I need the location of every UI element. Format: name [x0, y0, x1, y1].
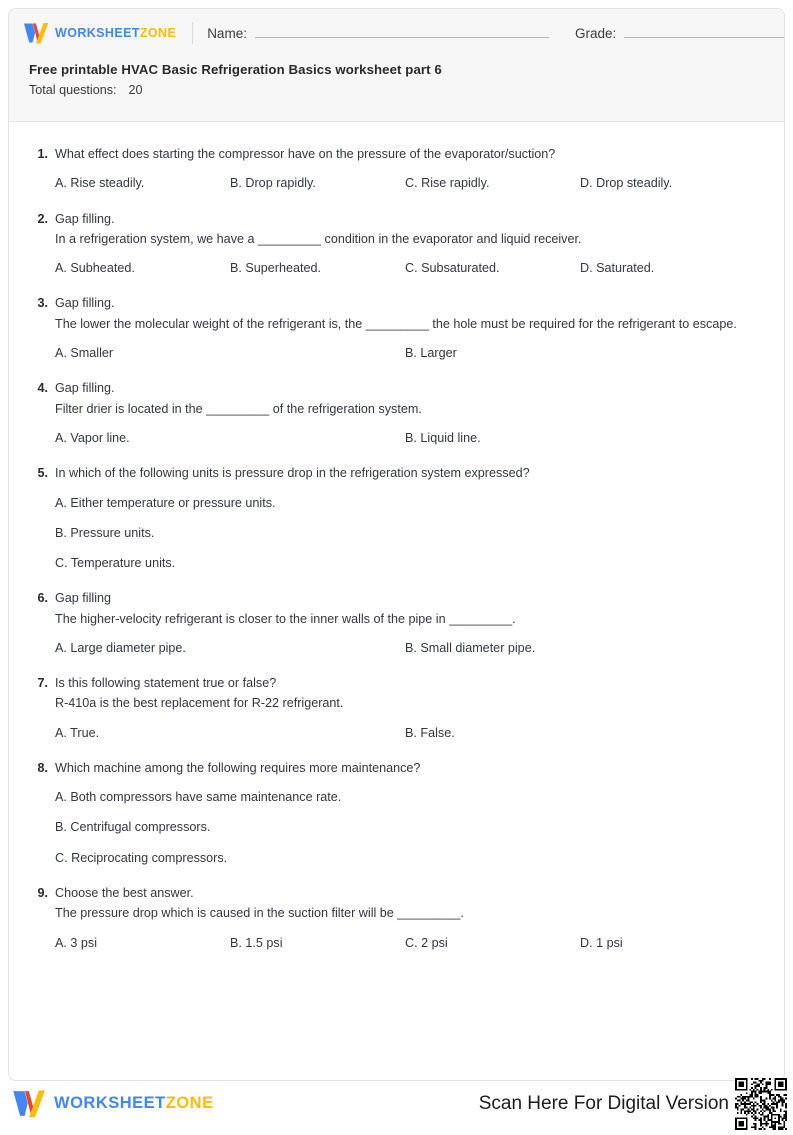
answer-option[interactable]: A. Either temperature or pressure units. — [55, 495, 276, 510]
question-text: Gap filling. — [55, 381, 115, 396]
answer-option[interactable]: B. Larger — [405, 346, 457, 361]
footer-logo-zone: ZONE — [165, 1094, 214, 1112]
answer-option[interactable]: C. 2 psi — [405, 935, 448, 950]
brand-logo-zone: ZONE — [139, 26, 177, 40]
answer-options — [55, 173, 760, 193]
header-divider — [192, 22, 193, 44]
answer-option[interactable]: D. Drop steadily. — [580, 176, 673, 191]
footer-logo-worksheet: WORKSHEET — [54, 1094, 166, 1112]
question-number: 2. — [37, 211, 48, 226]
name-field-label: Name: — [207, 26, 247, 41]
answer-option[interactable]: B. Liquid line. — [405, 431, 481, 446]
question-number: 8. — [37, 760, 48, 775]
question-head — [33, 293, 760, 363]
answer-option[interactable]: B. False. — [405, 725, 455, 740]
question-subtext: The higher-velocity refrigerant is closer to the inner walls of the pipe in _________. — [55, 611, 516, 626]
question-number: 1. — [37, 147, 48, 161]
question-item — [33, 883, 760, 953]
questions-list — [9, 122, 784, 953]
answer-option[interactable]: A. Smaller — [55, 346, 114, 361]
question-text: Gap filling — [55, 591, 112, 606]
question-body — [55, 293, 760, 363]
answer-option[interactable]: A. Large diameter pipe. — [55, 640, 186, 655]
answer-options — [55, 787, 760, 867]
question-subtext: The lower the molecular weight of the refrigerant is, the _________ the hole must be required for the refrigerant to escape. — [55, 316, 737, 331]
brand-logo-text — [55, 26, 176, 40]
question-subtext: The pressure drop which is caused in the suction filter will be _________. — [55, 906, 464, 921]
question-text: What effect does starting the compressor have on the pressure of the evaporator/suction? — [55, 147, 556, 161]
answer-option[interactable]: C. Reciprocating compressors. — [55, 850, 228, 865]
question-text: Gap filling. — [55, 211, 115, 226]
total-questions-label: Total questions: — [29, 82, 117, 97]
footer-logo-text — [54, 1094, 214, 1113]
grade-field-label: Grade: — [574, 26, 617, 41]
question-head — [33, 378, 760, 448]
worksheet-zone-logo-icon-footer — [12, 1089, 46, 1118]
question-item — [33, 144, 760, 194]
question-item — [33, 588, 760, 658]
question-head — [33, 209, 760, 279]
question-number: 5. — [37, 466, 48, 481]
question-head — [33, 673, 760, 743]
question-text: In which of the following units is pressure drop in the refrigeration system expressed? — [55, 466, 530, 481]
answer-options — [55, 723, 760, 743]
question-head — [33, 463, 760, 573]
name-field-line[interactable] — [255, 25, 549, 38]
header-title-block — [9, 57, 784, 101]
question-head — [33, 588, 760, 658]
question-head — [33, 758, 760, 868]
answer-option[interactable]: C. Rise rapidly. — [405, 176, 490, 191]
total-questions-value: 20 — [128, 82, 143, 97]
answer-option[interactable]: B. 1.5 psi — [230, 935, 283, 950]
question-number: 3. — [37, 296, 48, 311]
answer-options — [55, 493, 760, 573]
question-item — [33, 673, 760, 743]
brand-logo-worksheet: WORKSHEET — [55, 26, 140, 40]
answer-option[interactable]: D. Saturated. — [580, 261, 655, 276]
scan-here-text: Scan Here For Digital Version — [478, 1092, 729, 1114]
question-subtext: Filter drier is located in the _________ of the refrigeration system. — [55, 401, 422, 416]
question-item — [33, 378, 760, 448]
answer-option[interactable]: B. Superheated. — [230, 261, 322, 276]
answer-option[interactable]: A. Rise steadily. — [55, 176, 145, 191]
question-subtext: In a refrigeration system, we have a _________ condition in the evaporator and liquid receiver. — [55, 231, 582, 246]
worksheet-title: Free printable HVAC Basic Refrigeration Basics worksheet part 6 — [29, 62, 442, 77]
answer-option[interactable]: A. Vapor line. — [55, 431, 130, 446]
answer-option[interactable]: B. Small diameter pipe. — [405, 640, 536, 655]
question-body — [55, 378, 760, 448]
worksheet-footer — [0, 1085, 793, 1122]
total-questions — [29, 80, 784, 101]
brand-logo-header — [23, 22, 176, 44]
worksheet-header — [9, 9, 784, 122]
question-head — [33, 883, 760, 953]
question-number: 7. — [37, 676, 48, 691]
header-top-row — [9, 9, 784, 57]
question-number: 6. — [37, 591, 48, 606]
answer-options — [55, 933, 760, 953]
question-text: Gap filling. — [55, 296, 115, 311]
worksheet-zone-logo-icon — [23, 22, 49, 44]
question-body — [55, 209, 760, 279]
answer-option[interactable]: D. 1 psi — [580, 935, 623, 950]
answer-option[interactable]: C. Subsaturated. — [405, 261, 500, 276]
question-subtext: R-410a is the best replacement for R-22 refrigerant. — [55, 696, 344, 711]
answer-option[interactable]: C. Temperature units. — [55, 555, 176, 570]
question-item — [33, 758, 760, 868]
worksheet-card — [8, 8, 785, 1081]
question-text: Choose the best answer. — [55, 885, 194, 900]
answer-option[interactable]: B. Centrifugal compressors. — [55, 820, 211, 835]
question-body — [55, 758, 760, 868]
question-number: 4. — [37, 381, 48, 396]
answer-option[interactable]: A. True. — [55, 725, 100, 740]
answer-options — [55, 638, 760, 658]
question-head — [33, 144, 760, 194]
question-body — [55, 463, 760, 573]
question-item — [33, 463, 760, 573]
answer-option[interactable]: A. Subheated. — [55, 261, 135, 276]
answer-option[interactable]: B. Drop rapidly. — [230, 176, 316, 191]
grade-field-line[interactable] — [624, 25, 785, 38]
question-body — [55, 588, 760, 658]
answer-option[interactable]: B. Pressure units. — [55, 525, 155, 540]
answer-option[interactable]: A. Both compressors have same maintenance rate. — [55, 790, 342, 805]
name-field[interactable] — [207, 25, 549, 41]
question-number: 9. — [37, 885, 48, 900]
question-body — [55, 144, 760, 194]
answer-option[interactable]: A. 3 psi — [55, 935, 97, 950]
brand-logo-footer — [12, 1089, 214, 1118]
answer-options — [55, 258, 760, 278]
question-item — [33, 293, 760, 363]
question-body — [55, 673, 760, 743]
question-text: Which machine among the following requires more maintenance? — [55, 760, 421, 775]
answer-options — [55, 343, 760, 363]
grade-field[interactable] — [575, 25, 785, 41]
question-item — [33, 209, 760, 279]
question-text: Is this following statement true or false? — [55, 676, 277, 691]
question-body — [55, 883, 760, 953]
answer-options — [55, 428, 760, 448]
